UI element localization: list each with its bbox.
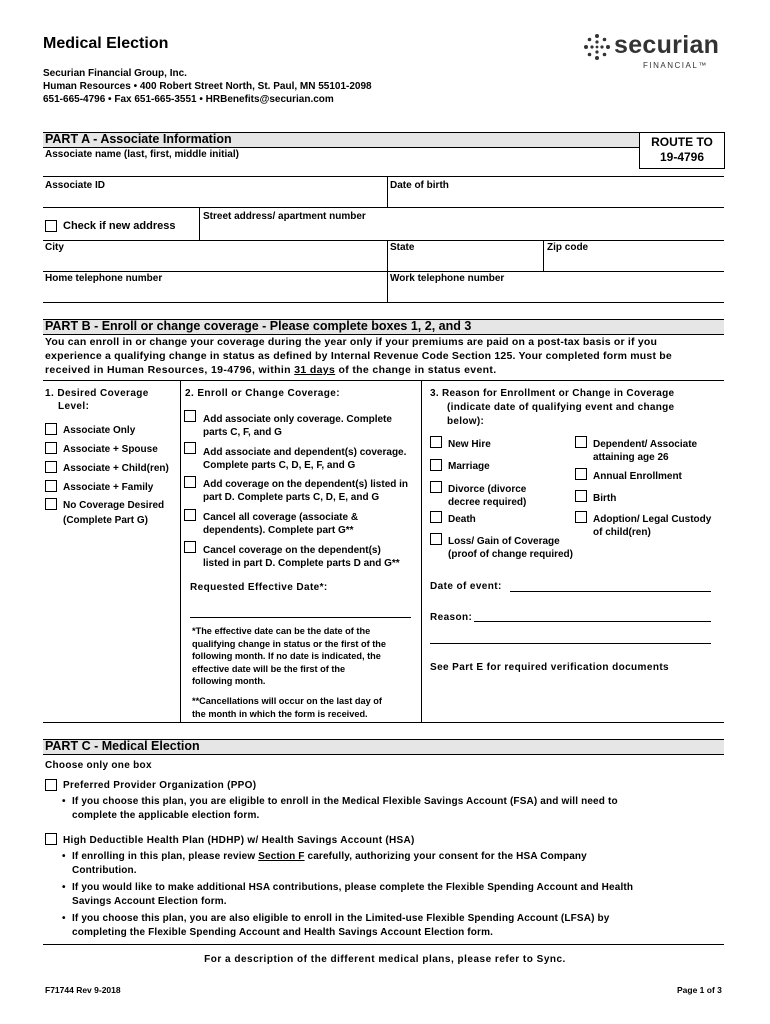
birth-label: Birth (593, 493, 617, 504)
page-number: Page 1 of 3 (677, 985, 722, 995)
col3-title-3: below): (447, 416, 485, 427)
col1-title: 1. Desired Coverage (45, 388, 149, 399)
add-dependents-label: Add associate and dependent(s) coverage. Complete parts C, D, E, F, and G (203, 447, 407, 471)
new-hire-checkbox[interactable] (430, 436, 442, 448)
company-name: Securian Financial Group, Inc. (43, 68, 187, 79)
form-id: F71744 Rev 9-2018 (45, 985, 121, 995)
ppo-bullet-1-line-1: If you choose this plan, you are eligible to enroll in the Medical Flexible Savings Account (FSA) and will need to (72, 796, 618, 807)
ppo-checkbox[interactable] (45, 779, 57, 791)
birth-checkbox[interactable] (575, 490, 587, 502)
requested-date-input[interactable] (190, 617, 411, 618)
divorce-label: Divorce (divorce decree required) (448, 484, 527, 508)
adoption-label: Adoption/ Legal Custody of child(ren) (593, 514, 712, 538)
hdhp-label: High Deductible Health Plan (HDHP) w/ Health Savings Account (HSA) (63, 835, 415, 846)
city-label: City (45, 242, 64, 253)
route-box (639, 132, 725, 169)
route-line2: 19-4796 (659, 150, 705, 164)
street-label: Street address/ apartment number (203, 211, 366, 222)
route-line1: ROUTE TO (651, 135, 713, 149)
reason-input[interactable] (474, 621, 711, 622)
hdhp-checkbox[interactable] (45, 833, 57, 845)
no-coverage-note: (Complete Part G) (63, 515, 149, 526)
death-label: Death (448, 514, 476, 525)
choose-one-label: Choose only one box (45, 760, 152, 771)
adoption-checkbox[interactable] (575, 511, 587, 523)
company-address: Human Resources • 400 Robert Street North, St. Paul, MN 55101-2098 (43, 81, 372, 92)
logo-wordmark: securian (614, 31, 720, 59)
associate-family-label: Associate + Family (63, 482, 154, 493)
ppo-bullet-1-line-2: complete the applicable election form. (72, 810, 260, 821)
hdhp-bullet-1-line-1: If enrolling in this plan, please review Section F carefully, authorizing your consent for the HSA Company (72, 851, 587, 862)
event-date-label: Date of event: (430, 581, 502, 592)
death-checkbox[interactable] (430, 511, 442, 523)
col3-title: 3. Reason for Enrollment or Change in Coverage (430, 388, 675, 399)
event-date-input[interactable] (510, 591, 711, 592)
hdhp-bullet-3: • (62, 913, 66, 924)
associate-id-label: Associate ID (45, 180, 106, 191)
hdhp-bullet-2-line-1: If you would like to make additional HSA contributions, please complete the Flexible Spending Account and Health (72, 882, 634, 893)
effective-date-note: *The effective date can be the date of the qualifying change in status or the first of the following month. If no date is indicated, the effective date will be the first of the following month. (192, 626, 386, 686)
add-dependents-checkbox[interactable] (184, 442, 196, 454)
work-phone-label: Work telephone number (390, 273, 505, 284)
state-label: State (390, 242, 415, 253)
zip-label: Zip code (547, 242, 589, 253)
add-associate-checkbox[interactable] (184, 410, 196, 422)
hdhp-bullet-1-line-2: Contribution. (72, 865, 137, 876)
hdhp-bullet-3-line-1: If you choose this plan, you are also eligible to enroll in the Limited-use Flexible Spending Account (LFSA) by (72, 913, 610, 924)
hdhp-bullet-3-line-2: completing the Flexible Spending Account and Health Savings Account Election form. (72, 927, 494, 938)
no-coverage-checkbox[interactable] (45, 498, 57, 510)
new-address-label: Check if new address (63, 220, 176, 232)
cancellation-note: **Cancellations will occur on the last day of the month in which the form is received. (192, 696, 382, 719)
reason-input-line-2[interactable] (430, 643, 711, 644)
hdhp-bullet-2-line-2: Savings Account Election form. (72, 896, 227, 907)
reason-label: Reason: (430, 612, 473, 623)
part-c-title: PART C - Medical Election (45, 739, 200, 753)
associate-family-checkbox[interactable] (45, 480, 57, 492)
add-associate-label: Add associate only coverage. Complete parts C, F, and G (203, 414, 392, 438)
dob-label: Date of birth (390, 180, 449, 191)
col2-title: 2. Enroll or Change Coverage: (185, 388, 340, 399)
part-b-intro-3: received in Human Resources, 19-4796, within 31 days of the change in status event. (45, 364, 497, 376)
loss-gain-checkbox[interactable] (430, 533, 442, 545)
col3-title-2: (indicate date of qualifying event and change (447, 402, 675, 413)
col1-title-2: Level: (58, 401, 90, 412)
part-a-title: PART A - Associate Information (45, 132, 232, 146)
associate-name-label: Associate name (last, first, middle initial) (45, 149, 239, 160)
page-title: Medical Election (43, 35, 169, 52)
cancel-dependent-checkbox[interactable] (184, 541, 196, 553)
cancel-all-label: Cancel all coverage (associate & dependents). Complete part G** (203, 512, 359, 536)
dependent-age-label: Dependent/ Associate attaining age 26 (593, 439, 698, 463)
add-coverage-dependent-label: Add coverage on the dependent(s) listed in part D. Complete parts C, D, E, and G (203, 479, 409, 503)
ppo-bullet-1: • (62, 796, 66, 807)
marriage-label: Marriage (448, 461, 490, 472)
see-part-e: See Part E for required verification documents (430, 662, 670, 673)
associate-spouse-label: Associate + Spouse (63, 444, 158, 455)
hdhp-bullet-2: • (62, 882, 66, 893)
sync-note: For a description of the different medical plans, please refer to Sync. (204, 954, 566, 965)
hdhp-bullet-1: • (62, 851, 66, 862)
associate-children-checkbox[interactable] (45, 461, 57, 473)
cancel-dependent-label: Cancel coverage on the dependent(s) listed in part D. Complete parts D and G** (203, 545, 400, 569)
securian-logo-icon (583, 33, 611, 61)
associate-only-label: Associate Only (63, 425, 136, 436)
new-hire-label: New Hire (448, 439, 491, 450)
ppo-label: Preferred Provider Organization (PPO) (63, 780, 257, 791)
new-address-checkbox[interactable] (45, 220, 57, 232)
section-f-link[interactable]: Section F (258, 851, 305, 862)
divorce-checkbox[interactable] (430, 481, 442, 493)
marriage-checkbox[interactable] (430, 459, 442, 471)
company-contact: 651-665-4796 • Fax 651-665-3551 • HRBenefits@securian.com (43, 94, 334, 105)
associate-spouse-checkbox[interactable] (45, 442, 57, 454)
cancel-all-checkbox[interactable] (184, 509, 196, 521)
add-coverage-dependent-checkbox[interactable] (184, 476, 196, 488)
loss-gain-label: Loss/ Gain of Coverage (proof of change required) (448, 536, 573, 560)
associate-children-label: Associate + Child(ren) (63, 463, 169, 474)
part-b-intro-1: You can enroll in or change your coverage during the year only if your premiums are paid on a post-tax basis or if you (45, 336, 658, 348)
associate-only-checkbox[interactable] (45, 423, 57, 435)
part-b-title: PART B - Enroll or change coverage - Please complete boxes 1, 2, and 3 (45, 319, 472, 333)
part-b-intro-2: experience a qualifying change in status as defined by Internal Revenue Code Section 125. Your completed form must be (45, 350, 672, 362)
logo-subtitle: FINANCIAL™ (643, 61, 708, 70)
no-coverage-label: No Coverage Desired (63, 500, 165, 511)
home-phone-label: Home telephone number (45, 273, 163, 284)
annual-enrollment-label: Annual Enrollment (593, 471, 682, 482)
annual-enrollment-checkbox[interactable] (575, 468, 587, 480)
requested-date-label: Requested Effective Date*: (190, 582, 328, 593)
dependent-age-checkbox[interactable] (575, 436, 587, 448)
